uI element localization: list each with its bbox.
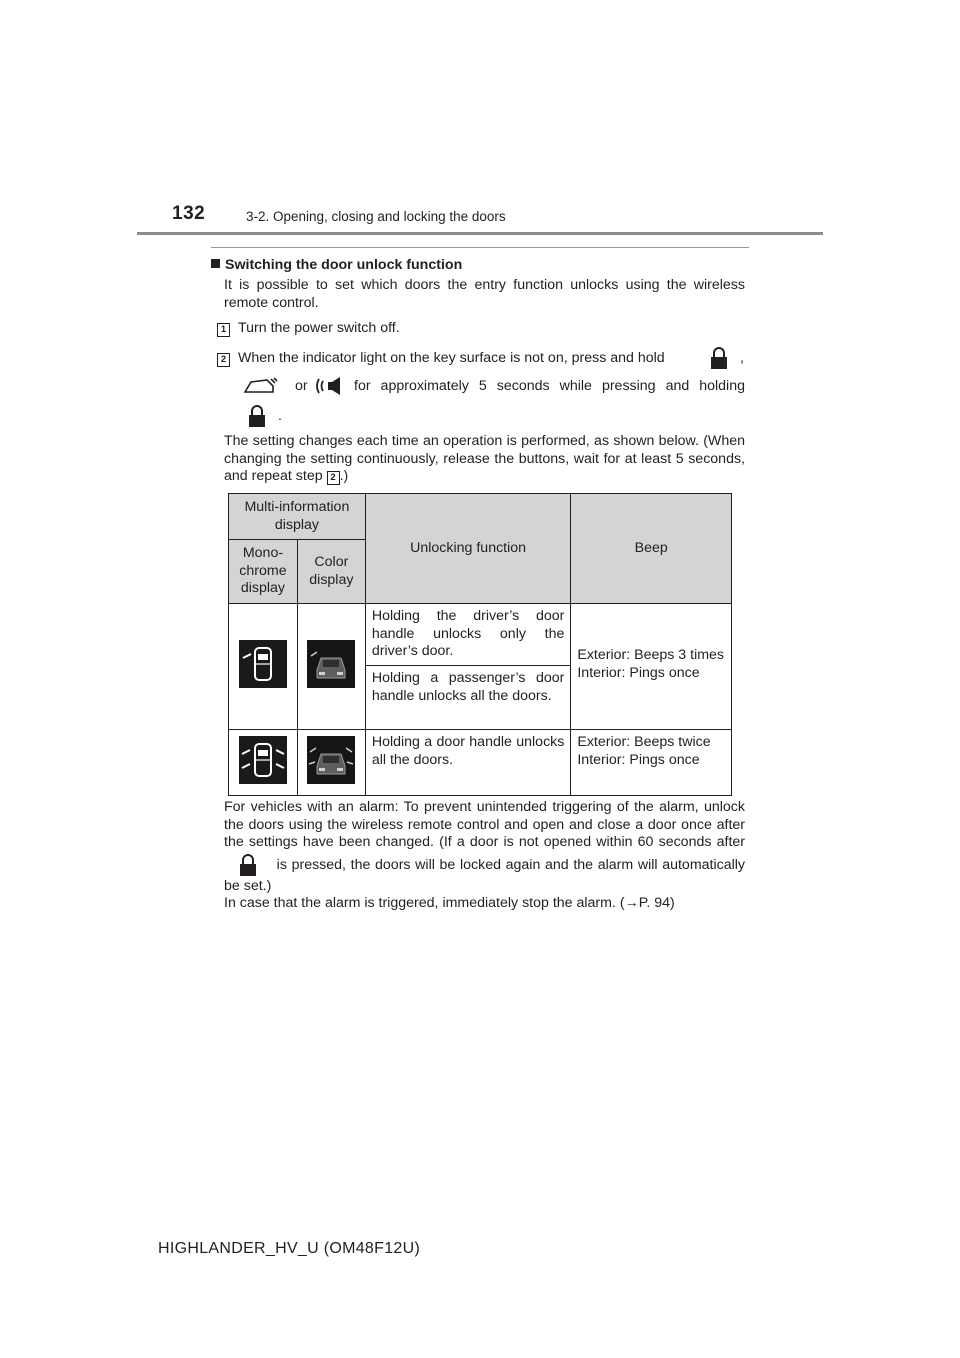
- header-beep: Beep: [571, 494, 732, 604]
- car-top-view-icon: [239, 736, 287, 784]
- car-top-view-icon: [239, 640, 287, 688]
- section-rule: [211, 247, 749, 248]
- step-1: [217, 320, 230, 338]
- panic-icon: [314, 376, 346, 396]
- change-note-suffix: .): [339, 468, 349, 484]
- change-note-text: The setting changes each time an operation is performed, as shown below. (When changing the setting continuously, release the buttons, wait for at least 5 seconds, and repeat step: [224, 433, 745, 484]
- color-image-cell: [297, 604, 365, 730]
- intro-paragraph: It is possible to set which doors the entry function unlocks using the wireless remote control.: [224, 277, 745, 311]
- alarm-note-part2: is pressed, the doors will be locked again and the alarm will automatically be set.): [224, 856, 746, 894]
- mono-image-cell: [229, 604, 298, 730]
- header-unlocking-function: Unlocking function: [365, 494, 571, 604]
- beep-cell-row1: [571, 604, 732, 730]
- beep-exterior: Exterior: Beeps 3 times: [577, 647, 725, 663]
- change-note: [224, 433, 745, 486]
- step-2-line1: When the indicator light on the key surface is not on, press and hold: [238, 350, 665, 366]
- header-color-display: Color display: [297, 540, 365, 604]
- alarm-note-part1: For vehicles with an alarm: To prevent unintended triggering of the alarm, unlock the doors using the wireless remote control and open and close a door once after the settings have been changed. (If a door is not opened within 60 seconds after: [224, 799, 745, 850]
- square-bullet-icon: [211, 259, 220, 268]
- header-mono-display: Mono-chrome display: [229, 540, 298, 604]
- beep-exterior: Exterior: Beeps twice: [577, 734, 711, 750]
- step-2: [217, 350, 230, 368]
- step-2-period: .: [278, 408, 282, 424]
- trunk-icon: [243, 376, 279, 398]
- header-multi-info: Multi-information display: [229, 494, 366, 540]
- page-number: 132: [172, 203, 206, 224]
- section-title: 3-2. Opening, closing and locking the doors: [246, 209, 506, 224]
- step-number-badge: 2: [327, 471, 340, 485]
- mono-image-cell: [229, 730, 298, 796]
- step-2-line2: for approximately 5 seconds while pressing and holding: [354, 378, 745, 394]
- step-2-comma: ,: [740, 350, 744, 366]
- lock-icon: [708, 345, 730, 371]
- unlock-settings-table: [228, 493, 732, 796]
- lock-icon: [236, 852, 260, 878]
- step-number-badge: 1: [217, 323, 230, 337]
- color-image-cell: [297, 730, 365, 796]
- beep-interior: Interior: Pings once: [577, 664, 700, 681]
- step-number-badge: 2: [217, 353, 230, 367]
- footer-model: HIGHLANDER_HV_U (OM48F12U): [158, 1240, 421, 1257]
- car-3d-icon: [307, 736, 355, 784]
- unlock-all-passenger: Holding a passenger’s door handle unlocks all the doors.: [365, 666, 571, 730]
- step-2-or: or: [295, 378, 308, 394]
- header-rule: [137, 232, 823, 235]
- alarm-stop-line: In case that the alarm is triggered, immediately stop the alarm. (→P. 94): [224, 895, 675, 911]
- beep-interior: Interior: Pings once: [577, 751, 700, 768]
- unlock-driver-only: Holding the driver’s door handle unlocks only the driver’s door.: [365, 604, 571, 666]
- section-heading-text: Switching the door unlock function: [225, 257, 463, 273]
- lock-icon: [246, 403, 268, 429]
- section-heading: [211, 257, 462, 273]
- unlock-all-doors: Holding a door handle unlocks all the doors.: [365, 730, 571, 796]
- beep-cell-row2: [571, 730, 732, 796]
- step-1-text: Turn the power switch off.: [238, 320, 400, 336]
- car-3d-icon: [307, 640, 355, 688]
- alarm-note: [224, 799, 745, 913]
